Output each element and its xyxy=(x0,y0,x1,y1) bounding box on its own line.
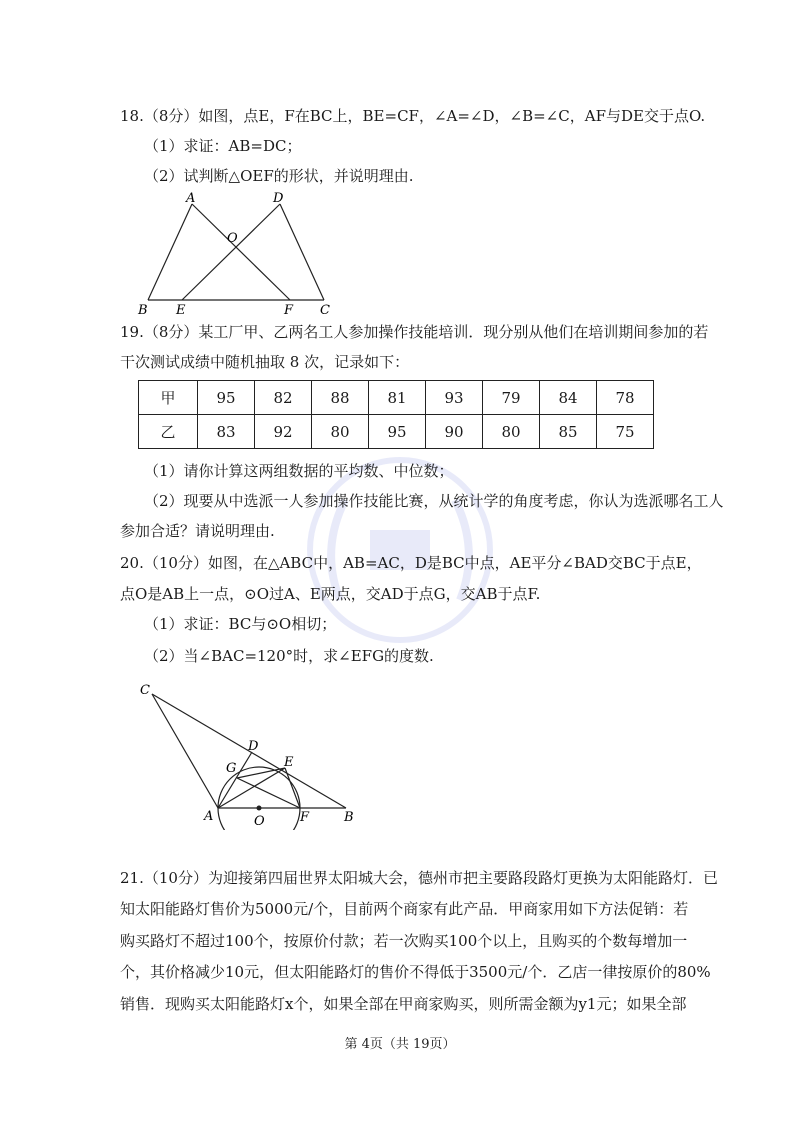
q20-label-g: G xyxy=(226,761,237,776)
q18-label-f: F xyxy=(284,303,294,317)
q20-label-d: D xyxy=(248,739,259,754)
table-row xyxy=(139,381,654,415)
q19-part1: （1）请你计算这两组数据的平均数、中位数； xyxy=(144,462,454,480)
q19-heading: 19.（8分）某工厂甲、乙两名工人参加操作技能培训．现分别从他们在培训期间参加的若 xyxy=(120,323,709,341)
table-row xyxy=(139,415,654,449)
row-name: 乙 xyxy=(139,415,198,449)
q18-label-b: B xyxy=(138,303,148,317)
q20-label-b: B xyxy=(344,810,354,825)
q19-heading-cont: 干次测试成绩中随机抽取 8 次，记录如下： xyxy=(120,353,410,371)
q20-label-o: O xyxy=(254,814,265,829)
q18-label-e: E xyxy=(176,303,186,317)
score-cell: 75 xyxy=(597,415,654,449)
score-cell: 78 xyxy=(597,381,654,415)
q20-figure xyxy=(130,680,370,830)
q20-label-e: E xyxy=(284,755,294,770)
q21-line2: 知太阳能路灯售价为5000元/个，目前两个商家有此产品．甲商家用如下方法促销：若 xyxy=(120,900,689,918)
q18-figure xyxy=(130,192,350,317)
q20-label-a: A xyxy=(204,809,214,824)
row-name: 甲 xyxy=(139,381,198,415)
score-cell: 84 xyxy=(540,381,597,415)
score-cell: 92 xyxy=(255,415,312,449)
score-cell: 83 xyxy=(198,415,255,449)
score-cell: 90 xyxy=(426,415,483,449)
q20-label-c: C xyxy=(140,683,150,698)
q18-label-a: A xyxy=(186,192,196,206)
score-cell: 85 xyxy=(540,415,597,449)
q21-line5: 销售．现购买太阳能路灯x个，如果全部在甲商家购买，则所需金额为y1元；如果全部 xyxy=(120,995,687,1013)
q21-line1: 21.（10分）为迎接第四届世界太阳城大会，德州市把主要路段路灯更换为太阳能路灯．已 xyxy=(120,869,718,887)
q19-part2-cont: 参加合适？请说明理由. xyxy=(120,522,275,540)
q18-part2: （2）试判断△OEF的形状，并说明理由. xyxy=(144,167,414,185)
q20-heading-cont: 点O是AB上一点，⊙O过A、E两点，交AD于点G，交AB于点F. xyxy=(120,585,541,603)
page-footer: 第 4页（共 19页） xyxy=(344,1037,456,1052)
score-cell: 95 xyxy=(369,415,426,449)
q20-label-f: F xyxy=(300,810,310,825)
score-cell: 79 xyxy=(483,381,540,415)
score-cell: 80 xyxy=(483,415,540,449)
q18-label-c: C xyxy=(320,303,330,317)
score-cell: 95 xyxy=(198,381,255,415)
q20-heading: 20.（10分）如图，在△ABC中，AB=AC，D是BC中点，AE平分∠BAD交BC于点E， xyxy=(120,554,702,572)
score-cell: 81 xyxy=(369,381,426,415)
q18-label-d: D xyxy=(273,192,284,206)
score-cell: 80 xyxy=(312,415,369,449)
q21-line4: 个，其价格减少10元，但太阳能路灯的售价不得低于3500元/个．乙店一律按原价的80% xyxy=(120,963,711,981)
score-cell: 82 xyxy=(255,381,312,415)
q20-part1: （1）求证：BC与⊙O相切； xyxy=(144,615,337,633)
q19-score-table xyxy=(138,380,654,449)
q20-part2: （2）当∠BAC=120°时，求∠EFG的度数. xyxy=(144,647,434,665)
q21-line3: 购买路灯不超过100个，按原价付款；若一次购买100个以上，且购买的个数每增加一 xyxy=(120,932,688,950)
q19-part2: （2）现要从中选派一人参加操作技能比赛，从统计学的角度考虑，你认为选派哪名工人 xyxy=(144,492,724,510)
q18-part1: （1）求证：AB=DC； xyxy=(144,137,302,155)
score-cell: 88 xyxy=(312,381,369,415)
q18-label-o: O xyxy=(227,231,238,246)
score-cell: 93 xyxy=(426,381,483,415)
q18-heading: 18.（8分）如图，点E，F在BC上，BE=CF，∠A=∠D，∠B=∠C，AF与DE交于点O. xyxy=(120,107,706,125)
